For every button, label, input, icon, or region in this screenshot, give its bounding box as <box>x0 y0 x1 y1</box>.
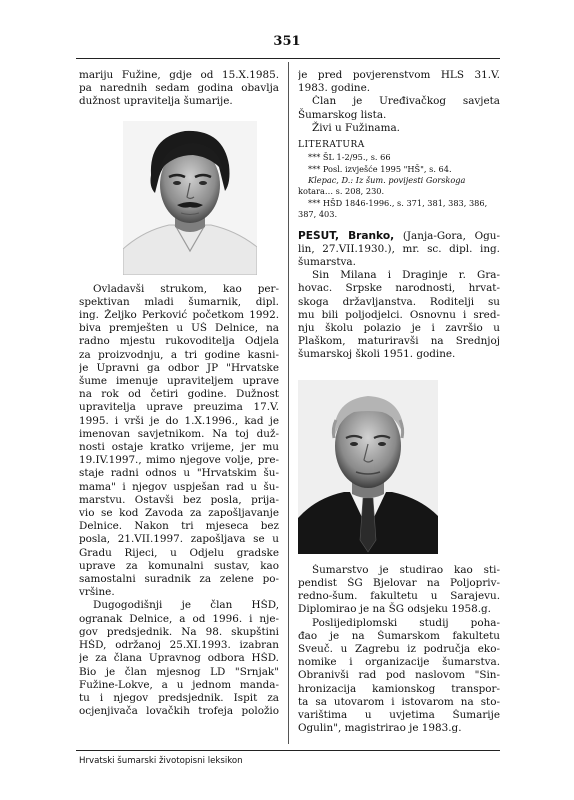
text-line: ing. Željko Perković početkom 1992. <box>79 309 279 322</box>
text-line: ogranak Delnice, a od 1996. i nje- <box>79 612 279 625</box>
literature-item: *** ŠL 1-2/95., s. 66 <box>308 152 391 163</box>
text-line: je za člana Upravnog odbora HŠD. <box>79 652 279 665</box>
text-line: Ogulin", magistrirao je 1983.g. <box>298 722 462 735</box>
literature-list <box>298 152 500 220</box>
text-line: na rok od četiri godine. Dužnost <box>79 388 279 401</box>
text-line: pa narednih sedam godina obavlja <box>79 82 279 95</box>
paragraph-membership <box>79 599 279 718</box>
paragraph-postgraduate <box>298 617 500 736</box>
member-text <box>298 95 500 121</box>
text-line: Fužine-Lokve, a u jednom manda- <box>79 678 279 691</box>
text-line: 19.IV.1997., mimo njegove volje, pre- <box>79 454 279 467</box>
text-line: ocjenjivača lovačkih trofeja položio <box>79 705 279 718</box>
text-line: staje radni odnos u "Hrvatskim šu- <box>79 467 279 480</box>
text-line: posla, 21.VII.1997. zapošljava se u <box>79 533 279 546</box>
text-line: HŠD, održanoj 25.XI.1993. izabran <box>79 639 279 652</box>
text-line: skoga državljanstva. Roditelji su <box>298 295 500 308</box>
text-line: biva premješten u UŠ Delnice, na <box>79 322 279 335</box>
literature-title: LITERATURA <box>298 140 365 151</box>
text-line: vio se kod Zavoda za zapošljavanje <box>79 507 279 520</box>
entry-birth: (Janja-Gora, Ogu- <box>394 229 500 242</box>
text-line: radno mjestu rukovoditelja Odjela <box>79 335 279 348</box>
text-line: Poslijediplomski studij poha- <box>312 616 500 629</box>
left-column <box>79 69 279 718</box>
continued-text <box>79 69 279 109</box>
text-line: pendist ŠG Bjelovar na Poljopriv- <box>298 576 500 589</box>
text-line: uprave za komunalni sustav, kao <box>79 559 279 572</box>
text-line: šume imenuje upraviteljem uprave <box>79 375 279 388</box>
text-line: gov predsjednik. Na 98. skupštini <box>79 625 279 638</box>
text-line: varištima u uvjetima Šumarije <box>298 708 500 721</box>
text-line: Delnice. Nakon tri mjeseca bez <box>79 520 279 533</box>
text-line: Član je Uređivačkog savjeta <box>312 95 500 108</box>
text-line: upravitelja uprave preuzima 17.V. <box>79 401 279 414</box>
footer-title: Hrvatski šumarski životopisni leksikon <box>79 756 243 766</box>
paragraph-origin <box>298 269 500 361</box>
text-line: je pred povjerenstvom HLS 31.V. <box>298 69 500 81</box>
page-number: 351 <box>273 34 301 49</box>
text-line: mariju Fužine, gdje od 15.X.1985. <box>79 69 279 81</box>
literature-item-cont: kotara… s. 208, 230. <box>298 186 385 197</box>
text-line: imenovan savjetnikom. Na toj duž- <box>79 427 279 440</box>
footer-rule <box>76 750 500 751</box>
entry-pesut-header <box>298 230 500 270</box>
text-line: nosti ostaje kratko vrijeme, jer mu <box>79 441 279 454</box>
text-line: Šumarskog lista. <box>298 108 387 121</box>
text-line: đao je na Šumarskom fakultetu <box>298 629 500 642</box>
text-line: samostalni suradnik za zelene po- <box>79 573 279 586</box>
text-line: Plaškom, maturiravši na Srednjoj <box>298 335 500 348</box>
paragraph-study <box>298 564 500 617</box>
literature-item: *** HŠD 1846-1996., s. 371, 381, 383, 386, <box>308 197 488 208</box>
text-line: Gradu Rijeci, u Odjelu gradske <box>79 546 279 559</box>
text-line: za proizvodnju, a tri godine kasni- <box>79 348 279 361</box>
text-line: hronizacija kamionskog transpor- <box>298 682 500 695</box>
text-line: spektivan mladi šumarnik, dipl. <box>79 295 279 308</box>
header-rule <box>76 58 500 59</box>
text-line: je Upravni ga odbor JP "Hrvatske <box>79 361 279 374</box>
column-divider <box>288 62 289 744</box>
text-line: tu i njegov predsjednik. Ispit za <box>79 691 279 704</box>
literature-item-cont: 387, 403. <box>298 209 338 220</box>
text-line: dužnost upravitelja šumarije. <box>79 95 233 108</box>
text-line: mu bili poljodjelci. Osnovnu i sred- <box>298 308 500 321</box>
text-line: Bio je član mjesnog LD "Srnjak" <box>79 665 279 678</box>
portrait-photo-perkovic <box>123 121 257 275</box>
right-column <box>298 69 500 735</box>
paragraph-career <box>79 283 279 600</box>
text-line: hovac. Srpske narodnosti, hrvat- <box>298 282 500 295</box>
text-line: šumarstva. <box>298 256 356 269</box>
text-line: Diplomirao je na ŠG odsjeku 1958.g. <box>298 603 491 616</box>
portrait-perkovic-image <box>123 121 257 275</box>
text-line: šumarskoj školi 1951. godine. <box>298 348 456 361</box>
text-line: lin, 27.VII.1930.), mr. sc. dipl. ing. <box>298 242 500 255</box>
text-line: Sveuč. u Zagrebu iz područja eko- <box>298 642 500 655</box>
continued-text <box>298 69 500 95</box>
text-line: nju školu polazio je i završio u <box>298 322 500 335</box>
text-line: marstvu. Ostavši bez posla, prija- <box>79 493 279 506</box>
text-line: redno-šum. fakultetu u Sarajevu. <box>298 590 500 603</box>
text-line: mama" i njegov uspješan rad u šu- <box>79 480 279 493</box>
portrait-photo-pesut <box>298 380 438 554</box>
text-line: Sin Milana i Draginje r. Gra- <box>312 269 500 282</box>
text-line: nomike i organizacije šumarstva. <box>298 656 500 669</box>
text-line: vršine. <box>79 586 115 599</box>
lives-text: Živi u Fužinama. <box>312 121 400 134</box>
text-line: 1983. godine. <box>298 82 371 95</box>
text-line: Dugogodišnji je član HŠD, <box>93 599 279 612</box>
literature-item: Klepac, D.: Iz šum. povijesti Gorskoga <box>308 175 466 186</box>
entry-first-line <box>298 230 500 243</box>
text-line: ta sa utovarom i istovarom na sto- <box>298 695 500 708</box>
text-line: Ovladavši strukom, kao per- <box>93 282 279 295</box>
text-line: 1995. i vrši je do 1.X.1996., kad je <box>79 414 279 427</box>
portrait-pesut-image <box>298 380 438 554</box>
entry-heading: PEŠUT, Branko, <box>298 229 395 242</box>
text-line: Obranivši rad pod naslovom "Sin- <box>298 669 500 682</box>
literature-item: *** Posl. izvješće 1995 "HŠ", s. 64. <box>308 163 452 174</box>
text-line: Šumarstvo je studirao kao sti- <box>312 563 500 576</box>
